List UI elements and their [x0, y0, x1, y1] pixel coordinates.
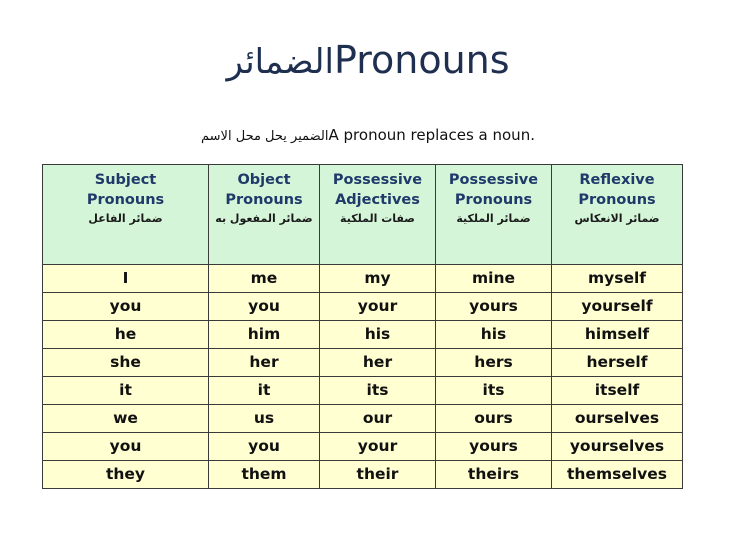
- cell-subject: he: [43, 321, 209, 349]
- cell-reflexive: itself: [552, 377, 683, 405]
- cell-object: them: [209, 461, 320, 489]
- cell-object: me: [209, 265, 320, 293]
- page-title: [0, 36, 736, 86]
- cell-reflexive: yourselves: [552, 433, 683, 461]
- cell-object: you: [209, 433, 320, 461]
- cell-object: it: [209, 377, 320, 405]
- cell-object: her: [209, 349, 320, 377]
- cell-subject: I: [43, 265, 209, 293]
- table-row: [43, 377, 683, 405]
- cell-possessive-pronoun: its: [436, 377, 552, 405]
- table-row: [43, 405, 683, 433]
- cell-possessive-pronoun: yours: [436, 433, 552, 461]
- subtitle-english: A pronoun replaces a noun.: [328, 126, 535, 144]
- table-row: [43, 461, 683, 489]
- cell-subject: she: [43, 349, 209, 377]
- cell-reflexive: themselves: [552, 461, 683, 489]
- title-english: Pronouns: [333, 38, 510, 82]
- cell-possessive-adjective: our: [320, 405, 436, 433]
- cell-possessive-adjective: your: [320, 293, 436, 321]
- cell-reflexive: yourself: [552, 293, 683, 321]
- header-subject-pronouns: Subject Pronouns ضمائر الفاعل: [43, 165, 209, 265]
- cell-reflexive: himself: [552, 321, 683, 349]
- table-body: [43, 265, 683, 489]
- cell-possessive-pronoun: hers: [436, 349, 552, 377]
- cell-possessive-adjective: her: [320, 349, 436, 377]
- cell-subject: you: [43, 293, 209, 321]
- header-possessive-adjectives: Possessive Adjectives صفات الملكية: [320, 165, 436, 265]
- cell-possessive-pronoun: mine: [436, 265, 552, 293]
- header-row: [43, 165, 683, 265]
- cell-reflexive: myself: [552, 265, 683, 293]
- cell-possessive-pronoun: theirs: [436, 461, 552, 489]
- cell-object: him: [209, 321, 320, 349]
- table-row: [43, 349, 683, 377]
- cell-possessive-adjective: my: [320, 265, 436, 293]
- title-arabic: الضمائر: [226, 42, 334, 82]
- header-reflexive-pronouns: Reflexive Pronouns ضمائر الانعكاس: [552, 165, 683, 265]
- cell-subject: you: [43, 433, 209, 461]
- cell-possessive-adjective: your: [320, 433, 436, 461]
- table-row: [43, 433, 683, 461]
- table-row: [43, 321, 683, 349]
- header-object-pronouns: Object Pronouns ضمائر المفعول به: [209, 165, 320, 265]
- cell-reflexive: herself: [552, 349, 683, 377]
- cell-object: us: [209, 405, 320, 433]
- cell-possessive-pronoun: ours: [436, 405, 552, 433]
- cell-subject: we: [43, 405, 209, 433]
- cell-reflexive: ourselves: [552, 405, 683, 433]
- pronouns-table: [42, 164, 683, 489]
- table-row: [43, 265, 683, 293]
- table-header: [43, 165, 683, 265]
- cell-subject: it: [43, 377, 209, 405]
- table-row: [43, 293, 683, 321]
- cell-possessive-pronoun: yours: [436, 293, 552, 321]
- cell-subject: they: [43, 461, 209, 489]
- cell-object: you: [209, 293, 320, 321]
- cell-possessive-adjective: their: [320, 461, 436, 489]
- cell-possessive-adjective: its: [320, 377, 436, 405]
- cell-possessive-adjective: his: [320, 321, 436, 349]
- subtitle-arabic: الضمير يحل محل الاسم: [201, 129, 329, 144]
- subtitle: [0, 124, 736, 148]
- cell-possessive-pronoun: his: [436, 321, 552, 349]
- header-possessive-pronouns: Possessive Pronouns ضمائر الملكية: [436, 165, 552, 265]
